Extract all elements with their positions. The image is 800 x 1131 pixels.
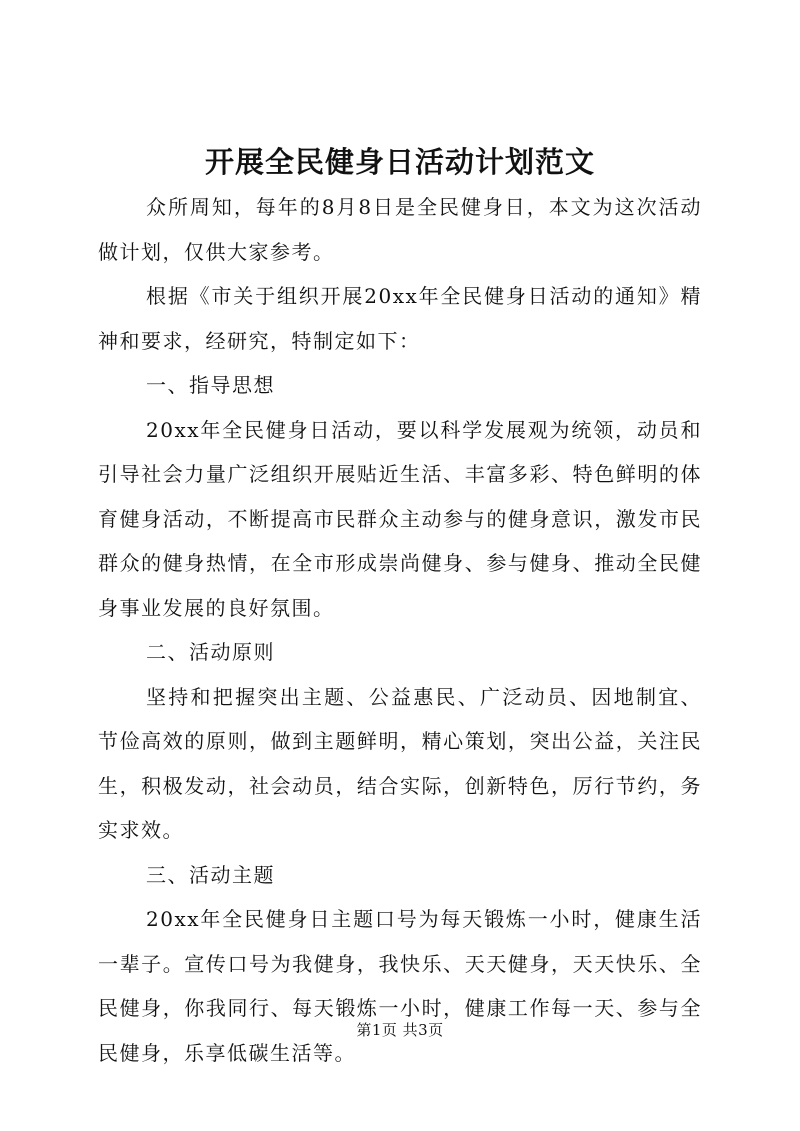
section-heading-theme: 三、活动主题 [146, 862, 275, 887]
section-heading-guiding-ideology: 一、指导思想 [146, 373, 275, 397]
page-number-footer: 第1页 共3页 [356, 1021, 444, 1039]
principles-paragraph: 坚持和把握突出主题、公益惠民、广泛动员、因地制宜、节俭高效的原则，做到主题鲜明，精心策划，突出公益，关注民生，积极发动，社会动员，结合实际，创新特色，厉行节约，务实求效。 [98, 684, 702, 842]
document-title: 开展全民健身日活动计划范文 [204, 145, 595, 179]
intro-paragraph: 众所周知，每年的8月8日是全民健身日，本文为这次活动做计划，仅供大家参考。 [98, 195, 702, 264]
basis-paragraph: 根据《市关于组织开展20xx年全民健身日活动的通知》精神和要求，经研究，特制定如下： [98, 284, 702, 353]
theme-paragraph: 20xx年全民健身日主题口号为每天锻炼一小时，健康生活一辈子。宣传口号为我健身，我快乐、天天健身，天天快乐、全民健身，你我同行、每天锻炼一小时，健康工作每一天、参与全民健身，乐享低碳生活等。 [98, 907, 702, 1065]
document-body [98, 185, 702, 1075]
guiding-ideology-paragraph: 20xx年全民健身日活动，要以科学发展观为统领，动员和引导社会力量广泛组织开展贴近生活、丰富多彩、特色鲜明的体育健身活动，不断提高市民群众主动参与的健身意识，激发市民群众的健身热情，在全市形成崇尚健身、参与健身、推动全民健身事业发展的良好氛围。 [98, 417, 702, 620]
section-heading-principles: 二、活动原则 [146, 640, 275, 664]
